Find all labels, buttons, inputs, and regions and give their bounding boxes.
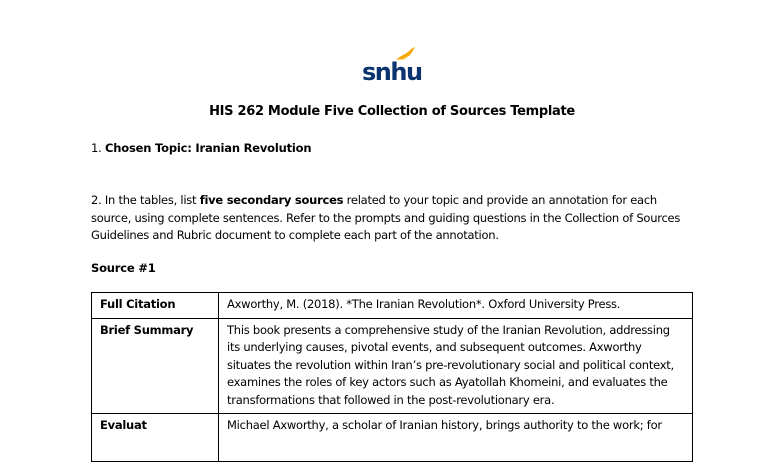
table-row: [92, 318, 693, 414]
table-row: [92, 293, 693, 319]
row-label: Brief Summary: [92, 318, 219, 414]
row-value: Axworthy, M. (2018). *The Iranian Revolution*. Oxford University Press.: [219, 293, 693, 319]
instructions-text-start: 2. In the tables, list: [91, 193, 200, 207]
logo-wordmark: snhu: [362, 58, 422, 86]
row-label: Evaluat: [92, 414, 219, 462]
topic-label: Chosen Topic: Iranian Revolution: [105, 141, 312, 155]
source-heading: Source #1: [91, 261, 156, 275]
chosen-topic: [91, 141, 311, 155]
instructions-paragraph: [91, 192, 691, 245]
page-title: HIS 262 Module Five Collection of Sources Template: [209, 104, 575, 119]
snhu-logo: [362, 46, 422, 86]
row-value: This book presents a comprehensive study of the Iranian Revolution, addressing its underlying causes, pivotal events, and subsequent outcomes. Axworthy situates the revolution within Iran’s pre-revolutionary social and political context, examines the roles of key actors such as Ayatollah Khomeini, and evaluates the transformations that followed in the post-revolutionary era.: [219, 318, 693, 414]
row-label: Full Citation: [92, 293, 219, 319]
source-table: [91, 292, 693, 462]
topic-number: 1.: [91, 141, 102, 155]
row-value: Michael Axworthy, a scholar of Iranian history, brings authority to the work; for: [219, 414, 693, 462]
instructions-text-end: related to your topic and provide an annotation for each source, using complete sentences. Refer to the prompts and guiding questions in the Collection of Sources Guidelines and Rubric document to complete each part of the annotation.: [91, 193, 681, 242]
instructions-bold: five secondary sources: [199, 193, 344, 207]
table-row: [92, 414, 693, 462]
